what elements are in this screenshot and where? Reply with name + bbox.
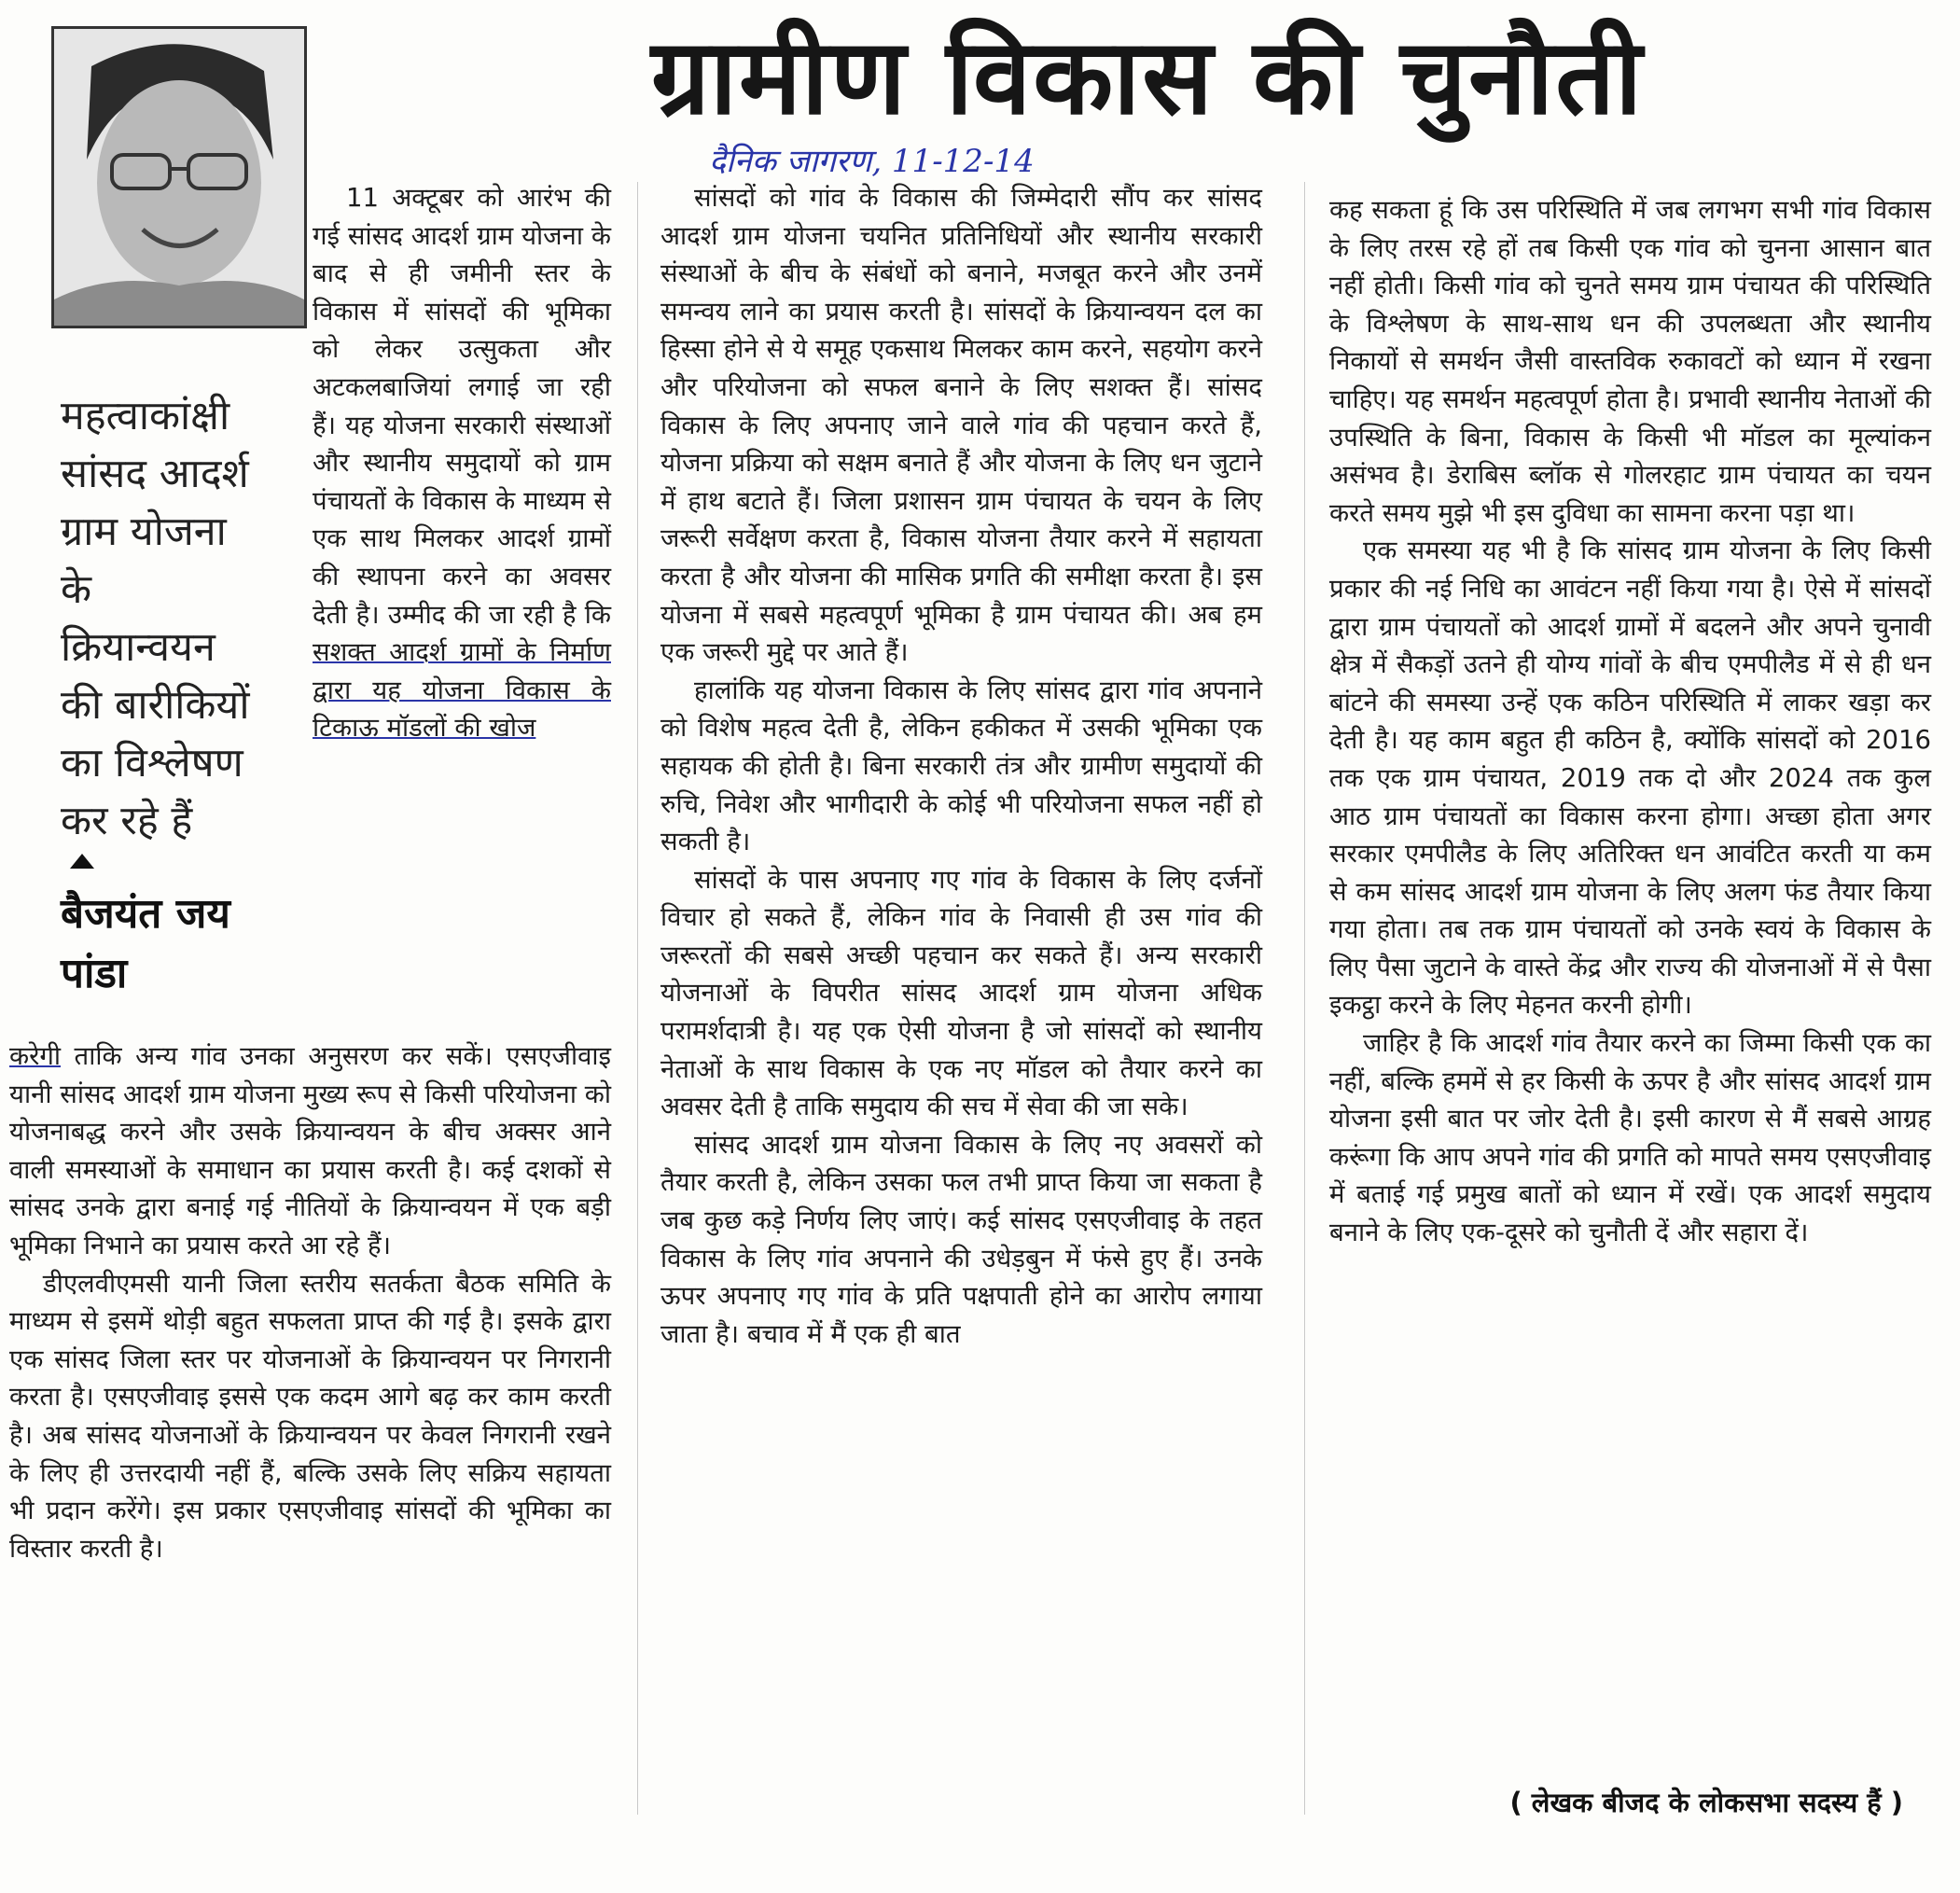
column-1-bottom <box>9 1037 611 1567</box>
pull-quote-line: क्रियान्वयन <box>61 624 215 671</box>
article-paragraph: सांसदों को गांव के विकास की जिम्मेदारी सौंप कर सांसद आदर्श ग्राम योजना चयनित प्रतिनिधियों और स्थानीय सरकारी संस्थाओं के बीच के संबंधों को बनाने, मजबूत करने और उनमें समन्वय लाने का प्रयास करती है। सांसदों के क्रियान्वयन दल का हिस्सा होने से ये समूह एकसाथ मिलकर काम करने, सहयोग करने और परियोजना को सफल बनाने के लिए सशक्त हैं। सांसद विकास के लिए अपनाए जाने वाले गांव की पहचान करते हैं, योजना प्रक्रिया को सक्षम बनाते हैं और योजना के लिए धन जुटाने में हाथ बटाते हैं। जिला प्रशासन ग्राम पंचायत के चयन के लिए जरूरी सर्वेक्षण करता है, विकास योजना तैयार करने में सहायता करता है और योजना की मासिक प्रगति की समीक्षा करता है। इस योजना में सबसे महत्वपूर्ण भूमिका है ग्राम पंचायत की। अब हम एक जरूरी मुद्दे पर आते हैं। <box>660 183 1262 668</box>
pull-quote-line: सांसद आदर्श <box>61 451 249 497</box>
pull-quote-line: महत्वाकांक्षी <box>61 393 230 439</box>
article-text: ताकि अन्य गांव उनका अनुसरण कर सकें। एसएजीवाइ यानी सांसद आदर्श ग्राम योजना मुख्य रूप से किसी परियोजना को योजनाबद्ध करने और उसके क्रियान्वयन के बीच अक्सर आने वाली समस्याओं के समाधान का प्रयास करती है। कई दशकों से सांसद उनके द्वारा बनाई गई नीतियों के क्रियान्वयन में एक बड़ी भूमिका निभाने का प्रयास करते आ रहे हैं। <box>9 1041 611 1260</box>
pull-quote-line: के <box>61 566 92 613</box>
column-2 <box>660 179 1262 1353</box>
article-paragraph: सांसदों के पास अपनाए गए गांव के विकास के लिए दर्जनों विचार हो सकते हैं, लेकिन गांव के निवासी ही उस गांव की जरूरतों की सबसे अच्छी पहचान कर सकते हैं। अन्य सरकारी योजनाओं के विपरीत सांसद आदर्श ग्राम योजना अधिक परामर्शदात्री है। यह एक ऐसी योजना है जो सांसदों को स्थानीय नेताओं के साथ विकास के एक नए मॉडल को तैयार करने का अवसर देती है ताकि समुदाय की सच में सेवा की जा सके। <box>660 864 1262 1122</box>
author-photo <box>51 26 307 328</box>
article-text: 11 अक्टूबर को आरंभ की गई सांसद आदर्श ग्राम योजना के बाद से ही जमीनी स्तर के विकास में सांसदों की भूमिका को लेकर उत्सुकता और अटकलबाजियां लगाई जा रही हैं। यह योजना सरकारी संस्थाओं और स्थानीय समुदायों को ग्राम पंचायतों के विकास के माध्यम से एक साथ मिलकर आदर्श ग्रामों की स्थापना करने का अवसर देती है। उम्मीद की जा रही है कि <box>313 183 611 630</box>
byline <box>61 884 303 1004</box>
author-credit: ( लेखक बीजद के लोकसभा सदस्य हैं ) <box>1509 1787 1903 1818</box>
article-paragraph: एक समस्या यह भी है कि सांसद ग्राम योजना के लिए किसी प्रकार की नई निधि का आवंटन नहीं किया गया है। ऐसे में सांसदों द्वारा ग्राम पंचायतों को आदर्श ग्रामों में बदलने और अपने चुनावी क्षेत्र में सैकड़ों उतने ही योग्य गांवों के बीच एमपीलैड में से ही धन बांटने की समस्या उन्हें एक कठिन परिस्थिति में लाकर खड़ा कर देती है। यह काम बहुत ही कठिन है, क्योंकि सांसदों को 2016 तक एक ग्राम पंचायत, 2019 तक दो और 2024 तक कुल आठ ग्राम पंचायतों का विकास करना होगा। अच्छा होता अगर सरकार एमपीलैड के लिए अतिरिक्त धन आवंटित करती या कम से कम सांसद आदर्श ग्राम योजना के लिए अलग फंड तैयार किया गया होता। तब तक ग्राम पंचायतों को उनके स्वयं के विकास के लिए पैसा जुटाने के वास्ते केंद्र और राज्य की योजनाओं में से पैसा इकट्ठा करने के लिए मेहनत करनी होगी। <box>1329 536 1931 1021</box>
handwritten-annotation: दैनिक जागरण, 11-12-14 <box>709 143 1035 180</box>
article-paragraph: कह सकता हूं कि उस परिस्थिति में जब लगभग सभी गांव विकास के लिए तरस रहे हों तब किसी एक गांव को चुनना आसान बात नहीं होती। किसी गांव को चुनते समय ग्राम पंचायत की परिस्थिति के विश्लेषण के साथ-साथ धन की उपलब्धता और स्थानीय निकायों से समर्थन जैसी वास्तविक रुकावटों को ध्यान में रखना चाहिए। यह समर्थन महत्वपूर्ण होता है। प्रभावी स्थानीय नेताओं की उपस्थिति के बिना, विकास के किसी भी मॉडल का मूल्यांकन असंभव है। डेराबिस ब्लॉक से गोलरहाट ग्राम पंचायत का चयन करते समय मुझे भी इस दुविधा का सामना करना पड़ा था। <box>1329 195 1931 528</box>
triangle-marker-icon <box>70 854 94 869</box>
underlined-text: सशक्त आदर्श ग्रामों के निर्माण द्वारा यह योजना विकास के टिकाऊ मॉडलों की खोज <box>313 637 611 744</box>
pull-quote-line: की बारीकियों <box>61 682 250 729</box>
pull-quote <box>61 387 303 850</box>
pull-quote-line: का विश्लेषण <box>61 740 243 786</box>
article-paragraph: सांसद आदर्श ग्राम योजना विकास के लिए नए अवसरों को तैयार करती है, लेकिन उसका फल तभी प्राप्त किया जा सकता है जब कुछ कड़े निर्णय लिए जाएं। कई सांसद एसएजीवाइ के तहत विकास के लिए गांव अपनाने की उधेड़बुन में फंसे हुए हैं। उनके ऊपर अपनाए गए गांव के प्रति पक्षपाती होने का आरोप लगाया जाता है। बचाव में मैं एक ही बात <box>660 1129 1262 1349</box>
headline: ग्रामीण विकास की चुनौती <box>650 17 1645 138</box>
author-portrait-icon <box>54 29 304 326</box>
column-divider <box>1304 182 1305 1815</box>
column-1-top <box>313 179 611 747</box>
byline-line: बैजयंत जय <box>61 890 230 938</box>
underlined-text: करेगी <box>9 1041 61 1071</box>
pull-quote-line: ग्राम योजना <box>61 508 227 555</box>
article-paragraph: डीएलवीएमसी यानी जिला स्तरीय सतर्कता बैठक समिति के माध्यम से इसमें थोड़ी बहुत सफलता प्राप्त की गई है। इसके द्वारा एक सांसद जिला स्तर पर योजनाओं के क्रियान्वयन पर निगरानी करता है। एसएजीवाइ इससे एक कदम आगे बढ़ कर काम करती है। अब सांसद योजनाओं के क्रियान्वयन पर केवल निगरानी रखने के लिए ही उत्तरदायी नहीं हैं, बल्कि उसके लिए सक्रिय सहायता भी प्रदान करेंगे। इस प्रकार एसएजीवाइ सांसदों की भूमिका का विस्तार करती है। <box>9 1268 611 1564</box>
column-divider <box>637 182 638 1815</box>
article-paragraph: जाहिर है कि आदर्श गांव तैयार करने का जिम्मा किसी एक का नहीं, बल्कि हममें से हर किसी के ऊपर है और सांसद आदर्श ग्राम योजना इसी बात पर जोर देती है। इसी कारण से मैं सबसे आग्रह करूंगा कि आप अपने गांव की प्रगति को मापते समय एसएजीवाइ में बताई गई प्रमुख बातों को ध्यान में रखें। एक आदर्श समुदाय बनाने के लिए एक-दूसरे को चुनौती दें और सहारा दें। <box>1329 1028 1931 1248</box>
article-paragraph: हालांकि यह योजना विकास के लिए सांसद द्वारा गांव अपनाने को विशेष महत्व देती है, लेकिन हकीकत में उसकी भूमिका एक सहायक की होती है। बिना सरकारी तंत्र और ग्रामीण समुदायों की रुचि, निवेश और भागीदारी के कोई भी परियोजना सफल नहीं हो सकती है। <box>660 675 1262 857</box>
pull-quote-line: कर रहे हैं <box>61 798 193 844</box>
column-3 <box>1329 191 1931 1252</box>
byline-line: पांडा <box>61 950 128 997</box>
